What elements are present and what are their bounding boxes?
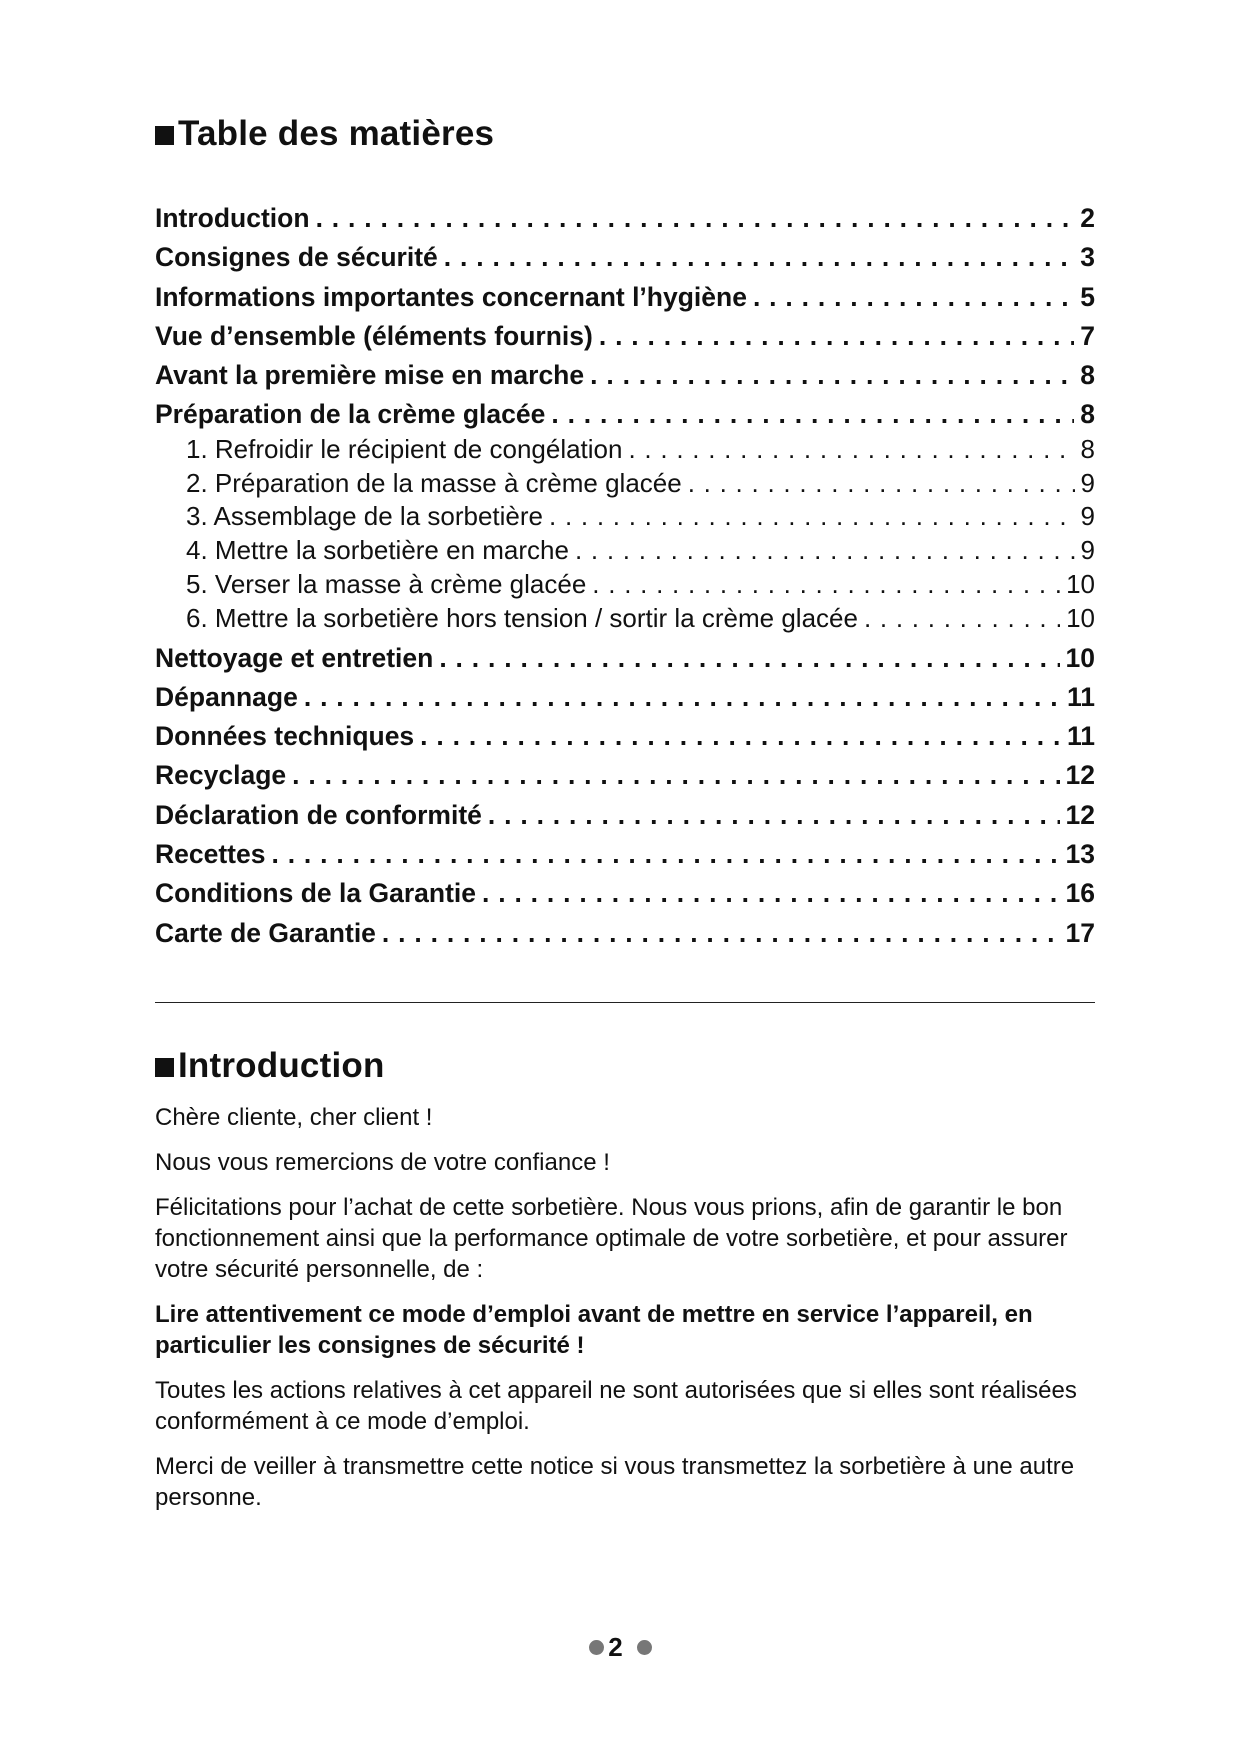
toc-entry-page: 2 xyxy=(1080,203,1095,233)
toc-entry-label: 2. Préparation de la masse à crème glacée xyxy=(186,467,682,498)
toc-entry xyxy=(155,467,1095,501)
toc-dot-leader xyxy=(753,278,1074,317)
toc-dot-leader xyxy=(439,639,1059,678)
toc-entry-page: 7 xyxy=(1080,320,1095,351)
toc-entry-page: 9 xyxy=(1080,535,1095,566)
footer-dot-left-icon xyxy=(589,1640,604,1655)
toc-entry-label: Carte de Garantie xyxy=(155,917,376,948)
intro-warning: Lire attentivement ce mode d’emploi avant de mettre en service l’appareil, en particulier les consignes de sécurité ! xyxy=(155,1301,1033,1359)
toc-entry-label: Déclaration de conformité xyxy=(155,799,482,830)
toc-dot-leader xyxy=(316,199,1075,238)
intro-greeting: Chère cliente, cher client ! xyxy=(155,1104,433,1131)
toc-entry-page: 12 xyxy=(1065,760,1095,791)
square-bullet-icon xyxy=(155,126,174,145)
toc-dot-leader xyxy=(575,534,1075,568)
toc-dot-leader xyxy=(292,756,1059,795)
toc-entry-page: 11 xyxy=(1066,681,1095,712)
toc-entry-page: 3 xyxy=(1080,242,1095,273)
toc-heading-text: Table des matières xyxy=(178,114,495,153)
toc-dot-leader xyxy=(420,717,1061,756)
toc-entry xyxy=(155,639,1095,678)
toc-entry-label: Recettes xyxy=(155,839,266,870)
toc-entry-label: 5. Verser la masse à crème glacée xyxy=(186,568,587,599)
toc-entry-page: 5 xyxy=(1080,281,1095,312)
toc-entry-label: Conditions de la Garantie xyxy=(155,878,476,909)
toc-entry xyxy=(155,433,1095,467)
toc-entry xyxy=(155,835,1095,874)
toc-entry xyxy=(155,317,1095,356)
toc-entry-label: 1. Refroidir le récipient de congélation xyxy=(186,433,623,464)
toc-entry-label: Informations importantes concernant l’hygiène xyxy=(155,281,747,312)
intro-thanks: Nous vous remercions de votre confiance ! xyxy=(155,1149,610,1176)
toc-entry xyxy=(155,534,1095,568)
toc-entry-label: Vue d’ensemble (éléments fournis) xyxy=(155,320,593,351)
toc-entry xyxy=(155,356,1095,395)
toc-dot-leader xyxy=(599,317,1074,356)
toc-dot-leader xyxy=(551,395,1074,434)
toc-entry xyxy=(155,678,1095,717)
toc-entry-page: 10 xyxy=(1066,602,1095,633)
toc-entry-label: Introduction xyxy=(155,203,310,233)
toc-entry xyxy=(155,874,1095,913)
toc-entry-page: 13 xyxy=(1065,839,1095,870)
intro-heading xyxy=(155,1046,385,1086)
toc-dot-leader xyxy=(271,835,1059,874)
toc-entry-page: 17 xyxy=(1065,917,1095,948)
toc-entry-label: Préparation de la crème glacée xyxy=(155,399,546,430)
toc-entry-page: 16 xyxy=(1065,878,1095,909)
toc-entry xyxy=(155,238,1095,277)
toc-entry-label: Avant la première mise en marche xyxy=(155,360,585,391)
toc-entry xyxy=(155,756,1095,795)
toc-entry-page: 10 xyxy=(1065,642,1095,673)
toc-dot-leader xyxy=(304,678,1061,717)
toc-entry-label: 3. Assemblage de la sorbetière xyxy=(186,501,543,532)
toc-entry xyxy=(155,796,1095,835)
toc-entry-page: 8 xyxy=(1080,399,1095,430)
toc-entry-label: Nettoyage et entretien xyxy=(155,642,434,673)
toc-dot-leader xyxy=(628,433,1074,467)
toc-entry-page: 12 xyxy=(1065,799,1095,830)
toc-dot-leader xyxy=(549,500,1075,534)
footer-dot-right-icon xyxy=(637,1640,652,1655)
section-divider xyxy=(155,1002,1095,1003)
intro-actions: Toutes les actions relatives à cet appareil ne sont autorisées que si elles sont réalisées conformément à ce mode d’emploi. xyxy=(155,1377,1077,1435)
toc-dot-leader xyxy=(382,914,1060,953)
toc-entry-page: 8 xyxy=(1080,360,1095,391)
toc-dot-leader xyxy=(864,602,1060,636)
toc-dot-leader xyxy=(488,796,1060,835)
intro-transfer: Merci de veiller à transmettre cette notice si vous transmettez la sorbetière à une autre personne. xyxy=(155,1453,1075,1511)
toc-entry-label: 6. Mettre la sorbetière hors tension / sortir la crème glacée xyxy=(186,602,858,633)
intro-congrats: Félicitations pour l’achat de cette sorbetière. Nous vous prions, afin de garantir le bon fonctionnement ainsi que la performance optimale de votre sorbetière, et pour assurer votre sécurité personnelle, de : xyxy=(155,1194,1068,1283)
toc-dot-leader xyxy=(590,356,1074,395)
toc-heading xyxy=(155,114,494,154)
page-number: 2 xyxy=(608,1632,623,1662)
square-bullet-icon xyxy=(155,1058,174,1077)
toc-entry xyxy=(155,395,1095,434)
toc-entry xyxy=(155,717,1095,756)
toc-entry-label: 4. Mettre la sorbetière en marche xyxy=(186,535,569,566)
toc-entry-label: Recyclage xyxy=(155,760,287,791)
intro-body xyxy=(155,1102,1095,1527)
toc-entry xyxy=(155,199,1095,238)
toc-entry-page: 10 xyxy=(1066,568,1095,599)
toc-entry-page: 11 xyxy=(1066,721,1095,752)
toc-dot-leader xyxy=(592,568,1060,602)
toc-entry-label: Consignes de sécurité xyxy=(155,242,438,273)
intro-heading-text: Introduction xyxy=(178,1046,385,1085)
toc-entry xyxy=(155,500,1095,534)
toc-entry-page: 8 xyxy=(1080,433,1095,464)
toc-entry-page: 9 xyxy=(1080,501,1095,532)
toc-dot-leader xyxy=(688,467,1075,501)
toc-entry xyxy=(155,278,1095,317)
toc-dot-leader xyxy=(482,874,1060,913)
table-of-contents xyxy=(155,199,1095,953)
toc-entry xyxy=(155,914,1095,953)
toc-dot-leader xyxy=(444,238,1074,277)
toc-entry-page: 9 xyxy=(1080,467,1095,498)
toc-entry xyxy=(155,602,1095,636)
toc-entry xyxy=(155,568,1095,602)
toc-entry-label: Données techniques xyxy=(155,721,415,752)
page-footer xyxy=(0,1632,1241,1663)
toc-entry-label: Dépannage xyxy=(155,681,298,712)
